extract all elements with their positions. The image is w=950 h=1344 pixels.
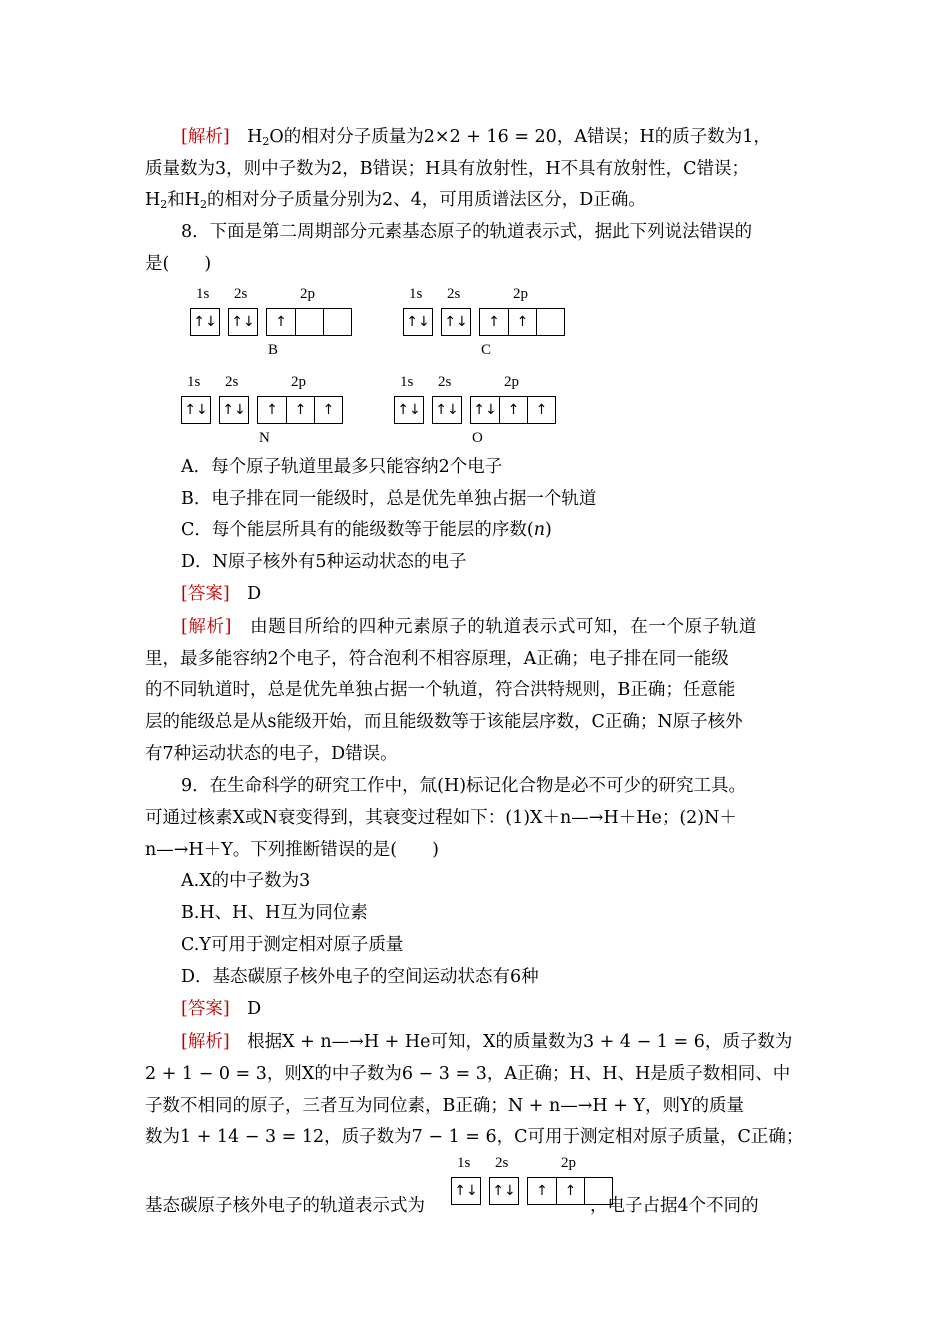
- orbital-cell: ↑: [286, 397, 314, 423]
- orbital-cell: ↑↓: [473, 402, 497, 418]
- q9-option-b: B.H、H、H互为同位素: [181, 903, 368, 923]
- diagram-c-2p-box: [479, 308, 565, 336]
- q8-option-c: C．每个能层所具有的能级数等于能层的序数(n): [181, 520, 552, 540]
- diagram-b-1s-label: 1s: [196, 286, 210, 302]
- q9-analysis-line-4: 数为1 + 14 − 3 = 12，质子数为7 − 1 = 6，C可用于测定相对原子质量，C正确；: [145, 1127, 804, 1147]
- diagram-b-element-label: B: [268, 342, 279, 358]
- diagram-b-2p-box: [266, 308, 352, 336]
- q7-analysis-line-2: 质量数为3，则中子数为2，B错误；H具有放射性，H不具有放射性，C错误；: [145, 159, 750, 179]
- diagram-o-2s-box: [432, 396, 462, 424]
- diagram-c-2p-label: 2p: [513, 286, 528, 302]
- q8-stem-line-1: 8．下面是第二周期部分元素基态原子的轨道表示式，据此下列说法错误的: [181, 222, 753, 242]
- diagram-n-1s-label: 1s: [187, 374, 201, 390]
- diagram-c-2s-label: 2s: [447, 286, 461, 302]
- orbital-cell: ↑↓: [184, 402, 208, 418]
- diagram-c-2s-box: [441, 308, 471, 336]
- orbital-cell: [295, 309, 323, 335]
- orbital-cell: [323, 309, 351, 335]
- q9-analysis-line-5: 基态碳原子核外电子的轨道表示式为 ，电子占据4个不同的: [145, 1196, 759, 1216]
- q8-option-a: A．每个原子轨道里最多只能容纳2个电子: [181, 457, 503, 477]
- orbital-cell: ↑↓: [454, 1183, 478, 1199]
- diagram-o-2p-box: [470, 396, 556, 424]
- orbital-cell: ↑: [275, 314, 287, 330]
- orbital-cell: ↑: [527, 397, 555, 423]
- q9-analysis-line-1: [解析] 根据X + n—→H + He可知，X的质量数为3 + 4 − 1 = 6，质子数为: [181, 1032, 793, 1052]
- orbital-cell: ↑↓: [222, 402, 246, 418]
- analysis-label: [解析]: [181, 127, 230, 147]
- q8-stem-line-2: 是( ): [145, 254, 212, 274]
- q8-answer: [答案] D: [181, 584, 262, 604]
- q9-analysis-line-2: 2 + 1 − 0 = 3，则X的中子数为6 − 3 = 3，A正确；H、H、H是质子数相同、中: [145, 1064, 791, 1084]
- q9-option-c: C.Y可用于测定相对原子质量: [181, 935, 404, 955]
- diagram-o-1s-box: [394, 396, 424, 424]
- diagram-b-1s-box: [190, 308, 220, 336]
- diagram-b-2s-label: 2s: [234, 286, 248, 302]
- diagram-o-2p-label: 2p: [504, 374, 519, 390]
- orbital-cell: ↑: [266, 402, 278, 418]
- q8-option-d: D．N原子核外有5种运动状态的电子: [181, 552, 467, 572]
- diagram-o-element-label: O: [472, 430, 483, 446]
- q9-stem-line-1: 9．在生命科学的研究工作中，氚(H)标记化合物是必不可少的研究工具。: [181, 776, 747, 796]
- orbital-cell: ↑: [508, 309, 536, 335]
- orbital-cell: ↑↓: [435, 402, 459, 418]
- q9-option-a: A.X的中子数为3: [181, 871, 311, 891]
- diagram-c-1s-label: 1s: [409, 286, 423, 302]
- q8-option-b: B．电子排在同一能级时，总是优先单独占据一个轨道: [181, 489, 597, 509]
- orbital-cell: ↑↓: [492, 1183, 516, 1199]
- diagram-n-element-label: N: [259, 430, 270, 446]
- q8-analysis-line-3: 的不同轨道时，总是优先单独占据一个轨道，符合洪特规则，B正确；任意能: [145, 680, 736, 700]
- orbital-cell: ↑↓: [231, 314, 255, 330]
- diagram-n-2p-box: [257, 396, 343, 424]
- orbital-cell: ↑↓: [193, 314, 217, 330]
- q8-analysis-line-5: 有7种运动状态的电子，D错误。: [145, 744, 398, 764]
- diagram-carbon-1s-label: 1s: [457, 1155, 471, 1171]
- diagram-b-2s-box: [228, 308, 258, 336]
- q9-stem-line-3: n—→H＋Y。下列推断错误的是( ): [145, 840, 439, 860]
- diagram-c-element-label: C: [481, 342, 492, 358]
- orbital-cell: ↑↓: [406, 314, 430, 330]
- q7-analysis-line-1: [解析] $H_2O$的相对分子质量为2×2 + 16 = 20，A错误；H的质子数为1，: [181, 127, 771, 148]
- q9-stem-line-2: 可通过核素X或N衰变得到，其衰变过程如下：(1)X＋n—→H＋He；(2)N＋: [145, 808, 737, 828]
- q8-analysis-line-4: 层的能级总是从s能级开始，而且能级数等于该能层序数，C正确；N原子核外: [145, 712, 743, 732]
- q8-analysis-line-1: [解析] 由题目所给的四种元素原子的轨道表示式可知，在一个原子轨道: [181, 617, 757, 637]
- diagram-o-2s-label: 2s: [438, 374, 452, 390]
- q9-analysis-line-3: 子数不相同的原子，三者互为同位素，B正确；N + n—→H + Y，则Y的质量: [145, 1096, 745, 1116]
- orbital-cell: ↑: [556, 1178, 584, 1204]
- diagram-c-1s-box: [403, 308, 433, 336]
- orbital-cell: [536, 309, 564, 335]
- diagram-o-1s-label: 1s: [400, 374, 414, 390]
- q8-analysis-line-2: 里，最多能容纳2个电子，符合泡利不相容原理，A正确；电子排在同一能级: [145, 649, 729, 669]
- q7-analysis-line-3: $H_2$和$H_2$的相对分子质量分别为2、4，可用质谱法区分，D正确。: [145, 190, 646, 211]
- orbital-cell: ↑: [536, 1183, 548, 1199]
- orbital-cell: ↑↓: [444, 314, 468, 330]
- diagram-carbon-2p-label: 2p: [561, 1155, 576, 1171]
- diagram-n-2p-label: 2p: [291, 374, 306, 390]
- orbital-cell: ↑: [499, 397, 527, 423]
- diagram-n-1s-box: [181, 396, 211, 424]
- diagram-b-2p-label: 2p: [300, 286, 315, 302]
- q9-option-d: D．基态碳原子核外电子的空间运动状态有6种: [181, 967, 539, 987]
- orbital-cell: ↑: [314, 397, 342, 423]
- orbital-cell: ↑: [488, 314, 500, 330]
- diagram-n-2s-label: 2s: [225, 374, 239, 390]
- q9-answer: [答案] D: [181, 999, 262, 1019]
- diagram-n-2s-box: [219, 396, 249, 424]
- orbital-cell: ↑↓: [397, 402, 421, 418]
- diagram-carbon-2s-label: 2s: [495, 1155, 509, 1171]
